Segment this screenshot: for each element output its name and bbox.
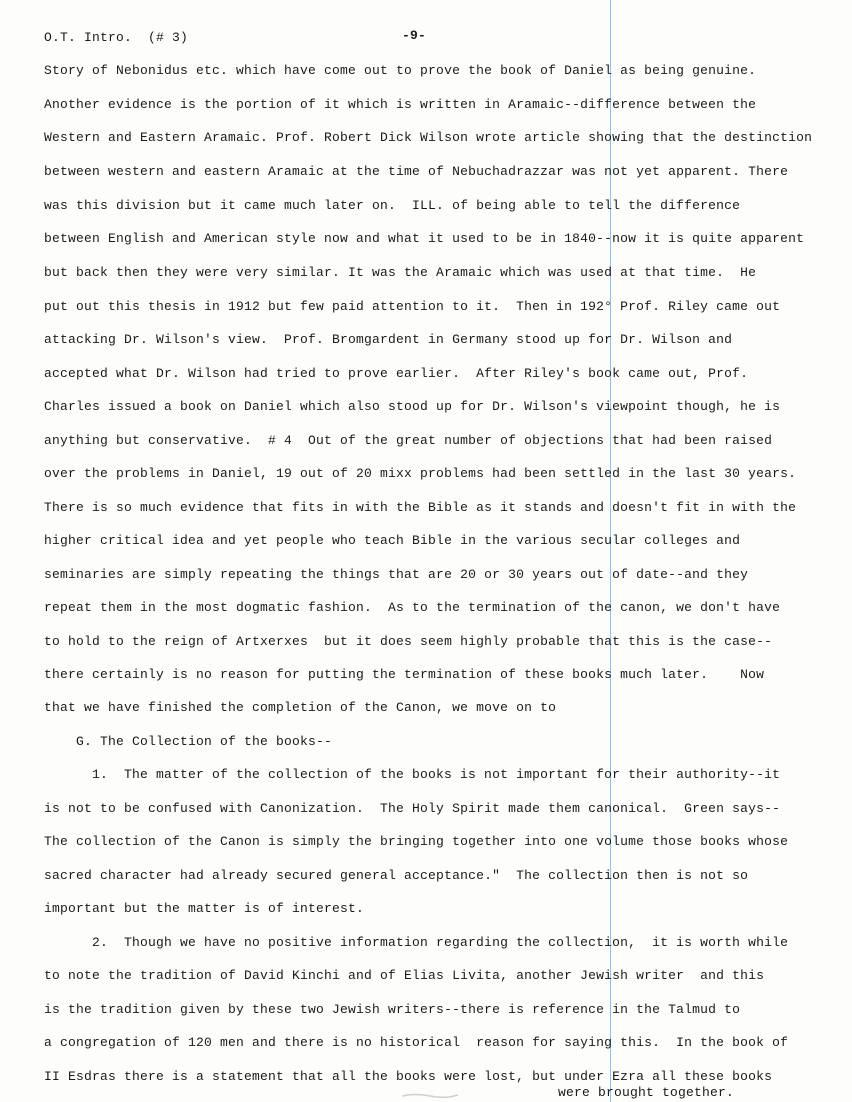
text-line: There is so much evidence that fits in with the Bible as it stands and doesn't fit in with the	[44, 500, 797, 515]
text-line: Charles issued a book on Daniel which also stood up for Dr. Wilson's viewpoint though, he is	[44, 399, 781, 414]
text-line: seminaries are simply repeating the things that are 20 or 30 years out of date--and they	[44, 567, 749, 582]
text-line: sacred character had already secured general acceptance." The collection then is not so	[44, 868, 749, 883]
text-line: important but the matter is of interest.	[44, 901, 365, 916]
text-line: attacking Dr. Wilson's view. Prof. Bromgardent in Germany stood up for Dr. Wilson and	[44, 332, 733, 347]
text-line: but back then they were very similar. It was the Aramaic which was used at that time. He	[44, 265, 757, 280]
smudge-mark	[400, 1092, 460, 1098]
text-line: II Esdras there is a statement that all the books were lost, but under Ezra all these books	[44, 1069, 773, 1084]
text-line: anything but conservative. # 4 Out of the great number of objections that had been raised	[44, 433, 773, 448]
text-line: put out this thesis in 1912 but few paid attention to it. Then in 192° Prof. Riley came out	[44, 299, 781, 314]
text-line: is the tradition given by these two Jewish writers--there is reference in the Talmud to	[44, 1002, 741, 1017]
text-line: over the problems in Daniel, 19 out of 20 mixx problems had been settled in the last 30 years.	[44, 466, 797, 481]
text-line: 2. Though we have no positive information regarding the collection, it is worth while	[92, 935, 789, 950]
text-line: 1. The matter of the collection of the books is not important for their authority--it	[92, 767, 781, 782]
text-line: that we have finished the completion of the Canon, we move on to	[44, 700, 557, 715]
header-course-title: O.T. Intro. (# 3)	[44, 30, 189, 45]
text-line: between western and eastern Aramaic at the time of Nebuchadrazzar was not yet apparent. There	[44, 164, 789, 179]
text-line: Western and Eastern Aramaic. Prof. Robert Dick Wilson wrote article showing that the destinction	[44, 130, 813, 145]
text-line: were brought together.	[558, 1085, 735, 1100]
text-line: there certainly is no reason for putting the termination of these books much later. Now	[44, 667, 765, 682]
text-line: to hold to the reign of Artxerxes but it does seem highly probable that this is the case--	[44, 634, 773, 649]
text-line: higher critical idea and yet people who teach Bible in the various secular colleges and	[44, 533, 741, 548]
text-line: is not to be confused with Canonization. The Holy Spirit made them canonical. Green says--	[44, 801, 781, 816]
text-line: repeat them in the most dogmatic fashion. As to the termination of the canon, we don't have	[44, 600, 781, 615]
page-number: -9-	[402, 28, 427, 43]
text-line: was this division but it came much later on. ILL. of being able to tell the difference	[44, 198, 741, 213]
section-heading: G. The Collection of the books--	[76, 734, 333, 749]
text-line: accepted what Dr. Wilson had tried to prove earlier. After Riley's book came out, Prof.	[44, 366, 749, 381]
text-line: to note the tradition of David Kinchi and of Elias Livita, another Jewish writer and this	[44, 968, 765, 983]
text-line: Another evidence is the portion of it which is written in Aramaic--difference between the	[44, 97, 757, 112]
text-line: a congregation of 120 men and there is no historical reason for saying this. In the book of	[44, 1035, 789, 1050]
text-line: between English and American style now and what it used to be in 1840--now it is quite apparent	[44, 231, 805, 246]
text-line: The collection of the Canon is simply the bringing together into one volume those books whose	[44, 834, 789, 849]
text-line: Story of Nebonidus etc. which have come out to prove the book of Daniel as being genuine.	[44, 63, 757, 78]
